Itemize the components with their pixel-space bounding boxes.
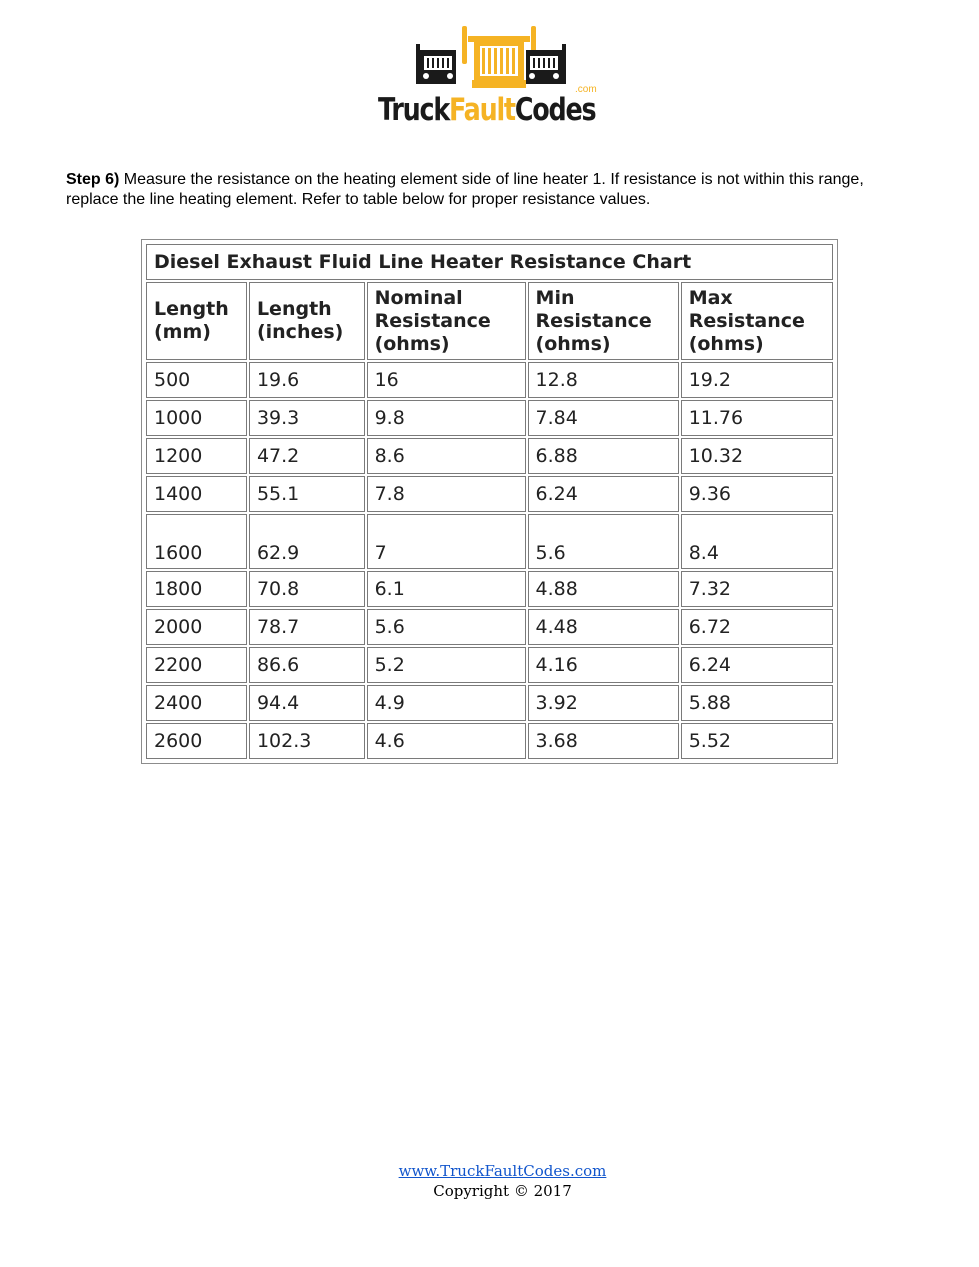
table-cell: 1200 bbox=[146, 438, 247, 474]
truck-logo-icon bbox=[414, 20, 568, 92]
column-header-line: (ohms) bbox=[374, 332, 450, 355]
table-row bbox=[146, 647, 833, 683]
table-cell: 4.6 bbox=[367, 723, 526, 759]
column-header bbox=[146, 282, 247, 360]
table-cell: 1400 bbox=[146, 476, 247, 512]
table-cell: 19.2 bbox=[681, 362, 833, 398]
table-cell: 1600 bbox=[146, 514, 247, 568]
table-cell: 3.92 bbox=[528, 685, 679, 721]
table-cell: 6.72 bbox=[681, 609, 833, 645]
table-cell: 5.52 bbox=[681, 723, 833, 759]
table-cell: 7.8 bbox=[367, 476, 526, 512]
table-cell: 19.6 bbox=[249, 362, 365, 398]
footer-copyright: Copyright © 2017 bbox=[433, 1182, 572, 1200]
table-cell: 62.9 bbox=[249, 514, 365, 568]
table-cell: 11.76 bbox=[681, 400, 833, 436]
table-cell: 8.6 bbox=[367, 438, 526, 474]
table-title: Diesel Exhaust Fluid Line Heater Resistance Chart bbox=[146, 244, 833, 280]
column-header-line: (mm) bbox=[154, 321, 211, 344]
table-cell: 78.7 bbox=[249, 609, 365, 645]
table-cell: 39.3 bbox=[249, 400, 365, 436]
logo-word-codes: Codes bbox=[514, 92, 596, 128]
column-header-line: Length bbox=[256, 298, 332, 321]
table-cell: 55.1 bbox=[249, 476, 365, 512]
resistance-table bbox=[144, 242, 835, 761]
logo-word-truck: Truck bbox=[378, 92, 450, 128]
table-cell: 2000 bbox=[146, 609, 247, 645]
table-cell: 4.48 bbox=[528, 609, 679, 645]
table-cell: 102.3 bbox=[249, 723, 365, 759]
logo-com-suffix: .com bbox=[575, 84, 597, 95]
column-header-line: (inches) bbox=[256, 321, 344, 344]
table-cell: 12.8 bbox=[528, 362, 679, 398]
step-label: Step 6) bbox=[66, 171, 120, 188]
table-cell: 86.6 bbox=[249, 647, 365, 683]
table-cell: 5.6 bbox=[528, 514, 679, 568]
table-cell: 4.88 bbox=[528, 571, 679, 607]
table-row bbox=[146, 723, 833, 759]
column-header bbox=[681, 282, 833, 360]
column-header-line: Nominal bbox=[374, 286, 463, 309]
table-cell: 8.4 bbox=[681, 514, 833, 568]
logo-word-fault: Fault bbox=[449, 92, 515, 128]
table-cell: 5.2 bbox=[367, 647, 526, 683]
column-header bbox=[249, 282, 365, 360]
page-footer bbox=[0, 1161, 979, 1201]
table-cell: 2400 bbox=[146, 685, 247, 721]
column-header-line: (ohms) bbox=[535, 332, 611, 355]
table-row bbox=[146, 476, 833, 512]
table-cell: 4.16 bbox=[528, 647, 679, 683]
column-header-line: (ohms) bbox=[688, 332, 764, 355]
column-header-line: Resistance bbox=[374, 309, 491, 332]
column-header-line: Resistance bbox=[688, 309, 805, 332]
table-cell: 7 bbox=[367, 514, 526, 568]
footer-site-link[interactable]: www.TruckFaultCodes.com bbox=[398, 1162, 607, 1180]
table-cell: 5.6 bbox=[367, 609, 526, 645]
table-cell: 9.8 bbox=[367, 400, 526, 436]
column-header-line: Min bbox=[535, 286, 575, 309]
table-cell: 9.36 bbox=[681, 476, 833, 512]
table-cell: 6.24 bbox=[528, 476, 679, 512]
table-cell: 2200 bbox=[146, 647, 247, 683]
step-paragraph bbox=[66, 170, 906, 210]
table-cell: 1000 bbox=[146, 400, 247, 436]
step-text: Measure the resistance on the heating element side of line heater 1. If resistance is not within this range, replace the line heating element. Refer to table below for proper resistance values. bbox=[66, 171, 864, 208]
table-cell: 2600 bbox=[146, 723, 247, 759]
table-row bbox=[146, 571, 833, 607]
table-row bbox=[146, 400, 833, 436]
table-cell: 70.8 bbox=[249, 571, 365, 607]
table-cell: 6.88 bbox=[528, 438, 679, 474]
table-cell: 7.84 bbox=[528, 400, 679, 436]
column-header-line: Length bbox=[154, 298, 229, 321]
column-header-line: Resistance bbox=[535, 309, 652, 332]
table-cell: 4.9 bbox=[367, 685, 526, 721]
table-row bbox=[146, 609, 833, 645]
table-cell: 5.88 bbox=[681, 685, 833, 721]
table-row bbox=[146, 514, 833, 568]
table-cell: 47.2 bbox=[249, 438, 365, 474]
resistance-chart bbox=[141, 239, 838, 764]
table-cell: 7.32 bbox=[681, 571, 833, 607]
table-cell: 10.32 bbox=[681, 438, 833, 474]
column-header bbox=[367, 282, 526, 360]
column-header bbox=[528, 282, 679, 360]
table-cell: 3.68 bbox=[528, 723, 679, 759]
table-cell: 500 bbox=[146, 362, 247, 398]
table-cell: 1800 bbox=[146, 571, 247, 607]
column-header-line: Max bbox=[688, 286, 733, 309]
table-cell: 94.4 bbox=[249, 685, 365, 721]
table-row bbox=[146, 362, 833, 398]
site-logo bbox=[378, 20, 604, 130]
table-cell: 16 bbox=[367, 362, 526, 398]
logo-wordmark bbox=[378, 92, 596, 128]
table-cell: 6.1 bbox=[367, 571, 526, 607]
table-row bbox=[146, 685, 833, 721]
table-row bbox=[146, 438, 833, 474]
table-cell: 6.24 bbox=[681, 647, 833, 683]
